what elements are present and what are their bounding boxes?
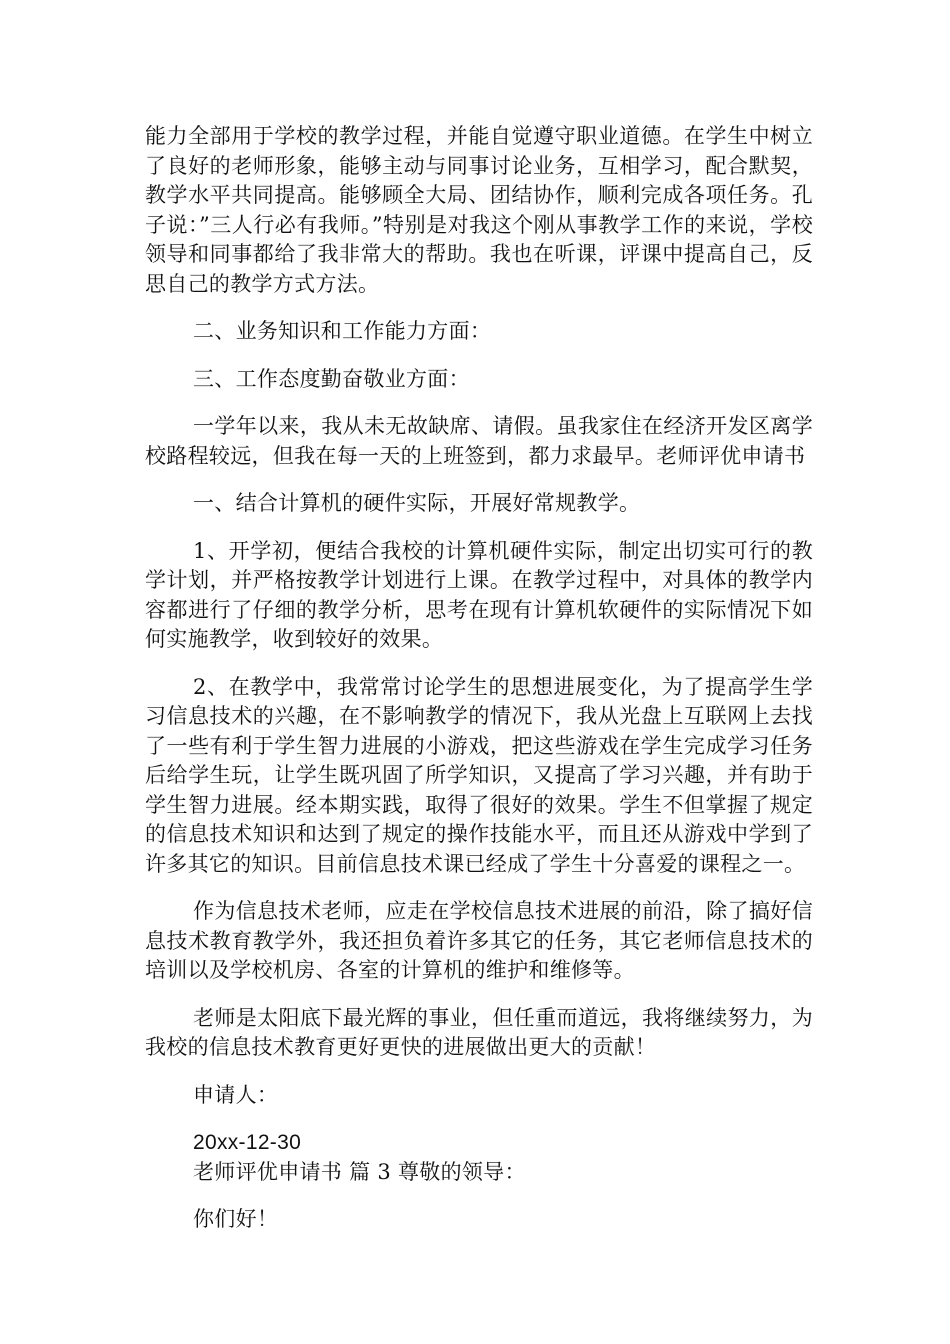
heading-routine-teaching: 一、结合计算机的硬件实际，开展好常规教学。	[193, 491, 641, 515]
next-section-heading: 老师评优申请书 篇 3 尊敬的领导：	[193, 1159, 526, 1184]
paragraph-intro: 能力全部用于学校的教学过程，并能自觉遵守职业道德。在学生中树立了良好的老师形象，能够主动与同事讨论业务，互相学习，配合默契，教学水平共同提高。能够顾全大局、团结协作，顺利完成各项任务。孔子说：”三人行必有我师。”特别是对我这个刚从事教学工作的来说，学校领导和同事都给了我非常大的帮助。我也在听课，评课中提高自己，反思自己的教学方式方法。	[145, 124, 813, 296]
paragraph-closing: 老师是太阳底下最光辉的事业，但任重而道远，我将继续努力，为我校的信息技术教育更好更快的进展做出更大的贡献！	[145, 1005, 813, 1059]
heading-business-knowledge: 二、业务知识和工作能力方面：	[193, 319, 492, 343]
paragraph-it-teacher: 作为信息技术老师，应走在学校信息技术进展的前沿，除了搞好信息技术教育教学外，我还担负着许多其它的任务，其它老师信息技术的培训以及学校机房、各室的计算机的维护和维修等。	[145, 899, 813, 982]
greeting-line: 你们好！	[193, 1207, 279, 1231]
paragraph-attendance: 一学年以来，我从未无故缺席、请假。虽我家住在经济开发区离学校路程较远，但我在每一天的上班签到，都力求最早。老师评优申请书	[145, 414, 813, 468]
paragraph-item-1: 1、开学初，便结合我校的计算机硬件实际，制定出切实可行的教学计划，并严格按教学计划进行上课。在教学过程中，对具体的教学内容都进行了仔细的教学分析，思考在现有计算机软硬件的实际情况下如何实施教学，收到较好的效果。	[145, 538, 813, 651]
date-line: 20xx-12-30	[193, 1131, 302, 1154]
applicant-label: 申请人：	[193, 1082, 279, 1107]
paragraph-item-2: 2、在教学中，我常常讨论学生的思想进展变化，为了提高学生学习信息技术的兴趣，在不影响教学的情况下，我从光盘上互联网上去找了一些有利于学生智力进展的小游戏，把这些游戏在学生完成学习任务后给学生玩，让学生既巩固了所学知识，又提高了学习兴趣，并有助于学生智力进展。经本期实践，取得了很好的效果。学生不但掌握了规定的信息技术知识和达到了规定的操作技能水平，而且还从游戏中学到了许多其它的知识。目前信息技术课已经成了学生十分喜爱的课程之一。	[145, 674, 813, 876]
heading-work-attitude: 三、工作态度勤奋敬业方面：	[193, 366, 470, 391]
document-body	[145, 122, 813, 1235]
